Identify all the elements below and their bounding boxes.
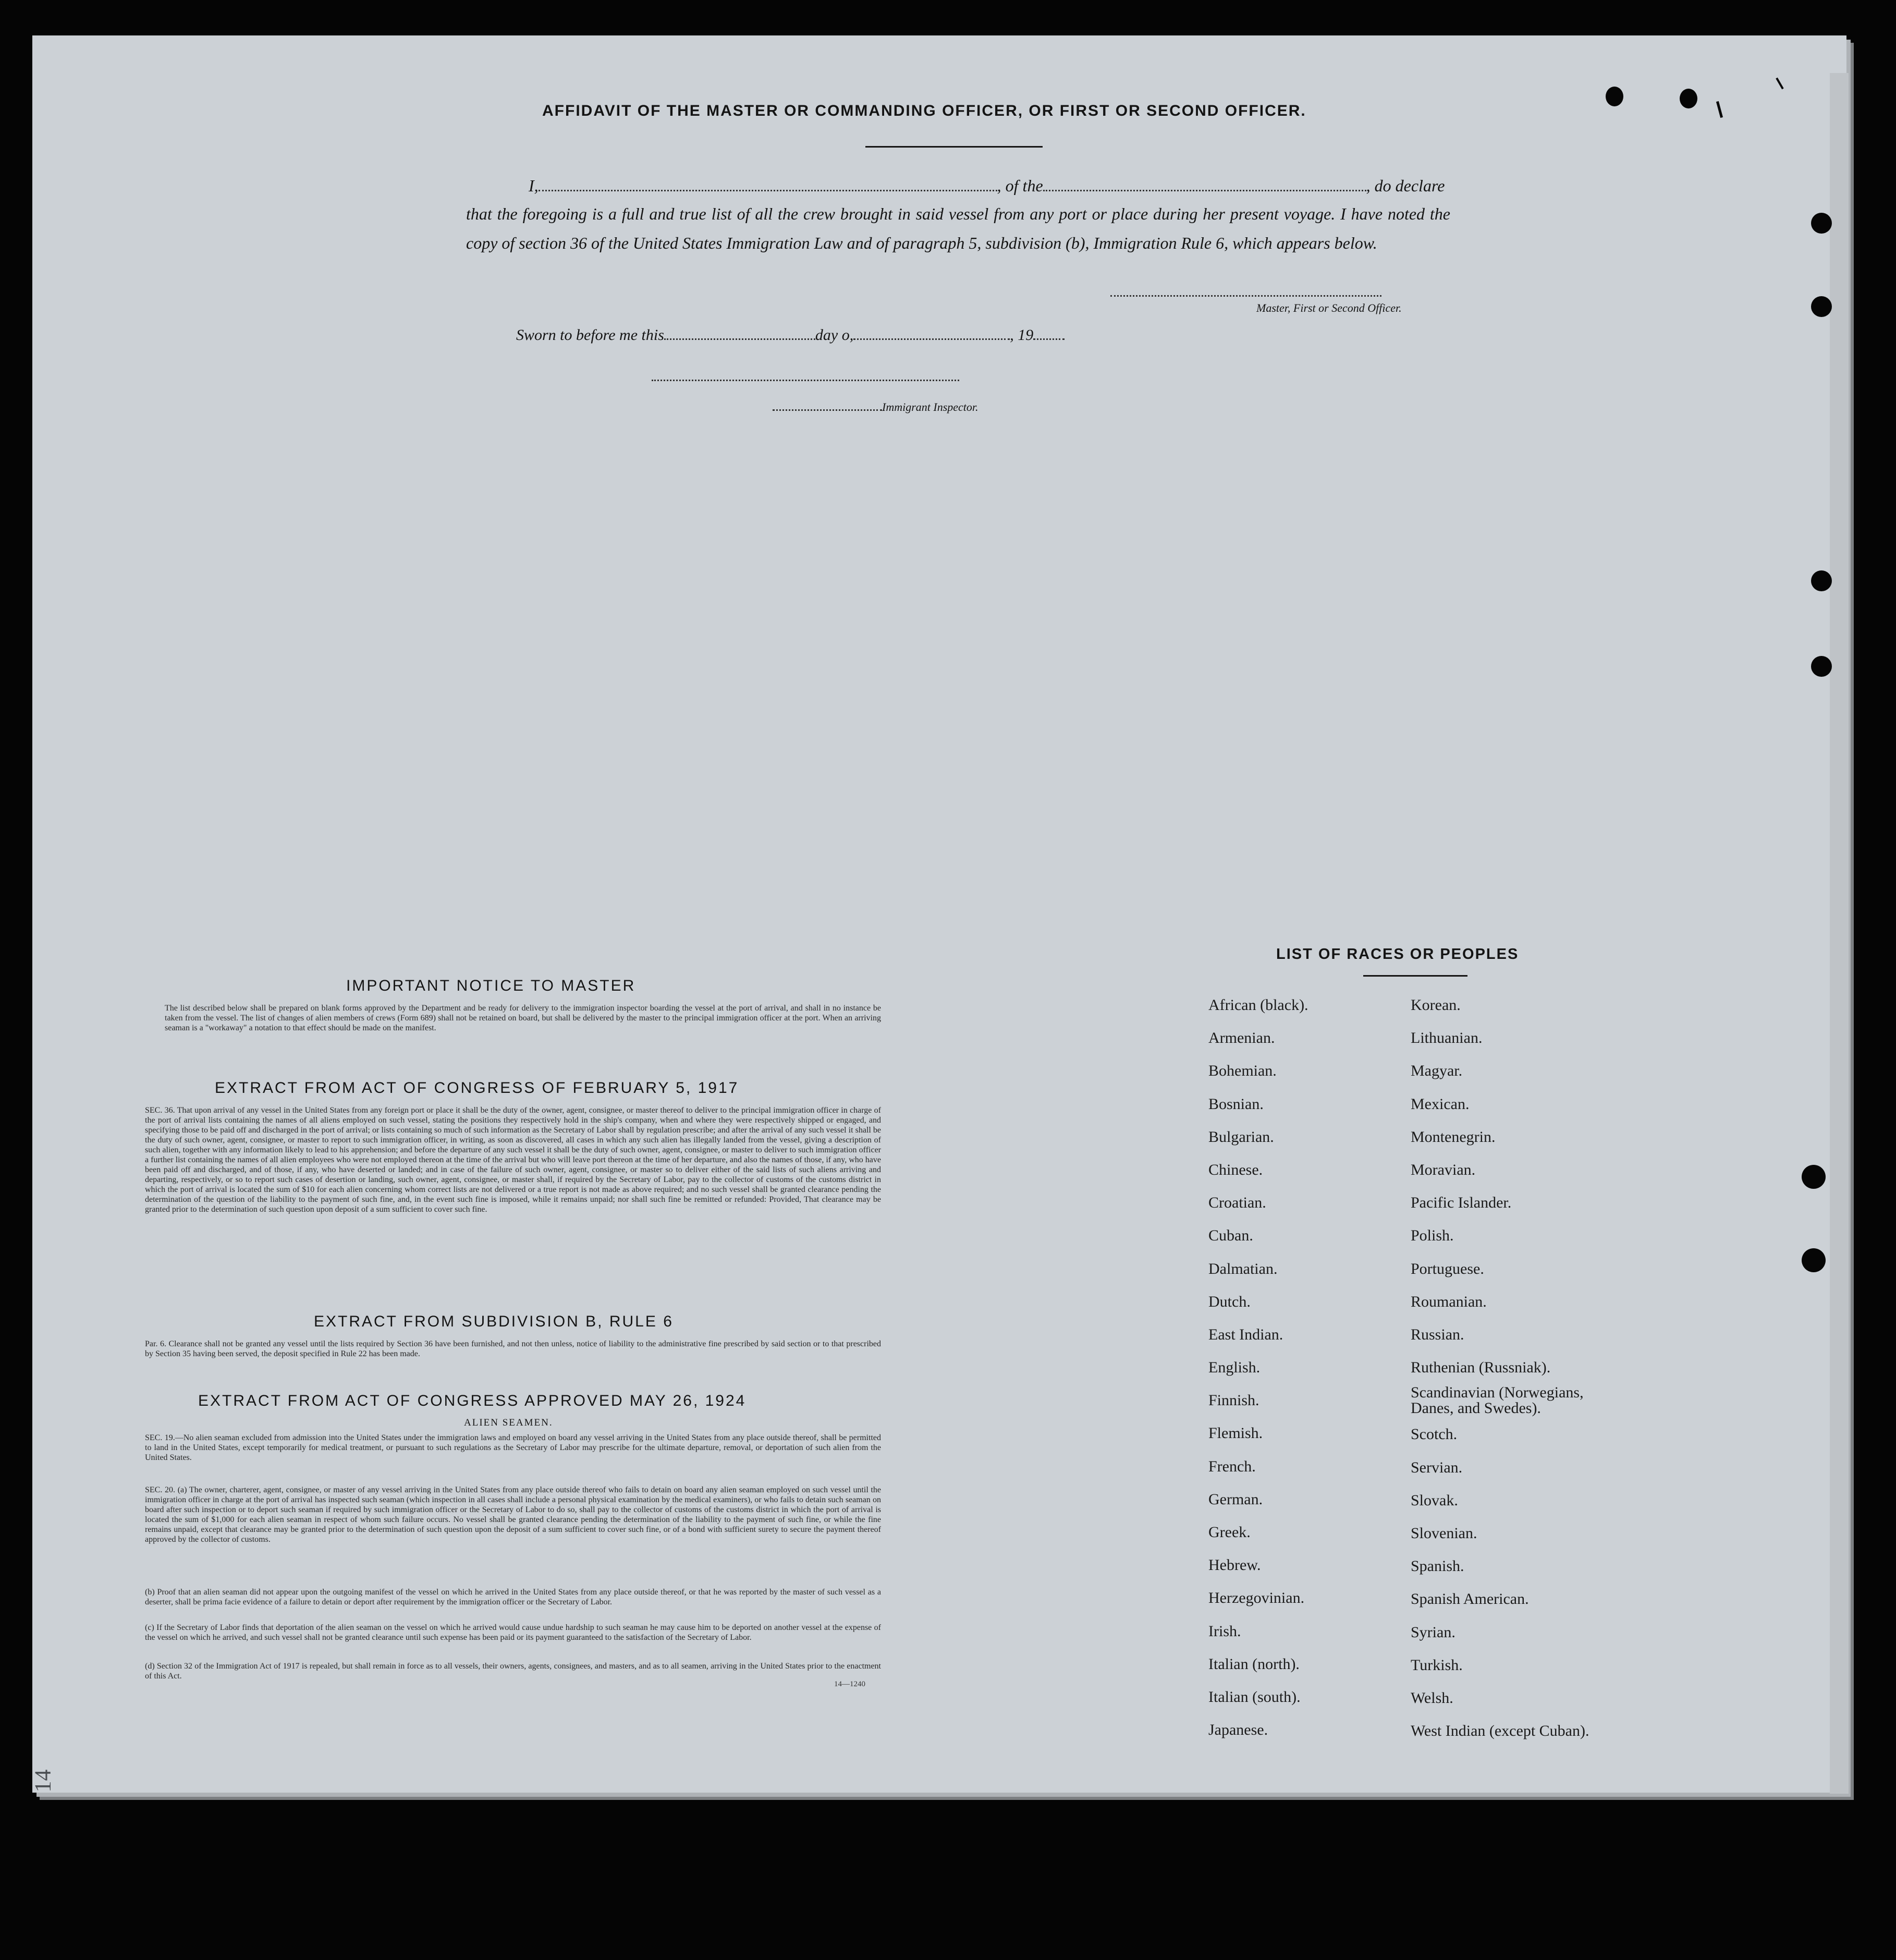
sworn-start: Sworn to before me this bbox=[516, 326, 664, 344]
extract-1924-sec20c: (c) If the Secretary of Labor finds that deportation of the alien seaman on the vessel on which he arrived would cause undue hardship to such seaman he may cause him to be deported on another vessel at the expense of the vessel on which he arrived, and such vessel shall not be granted clearance until such expense has been paid or its payment guaranteed to the satisfaction of the Secretary of Labor. bbox=[145, 1623, 881, 1642]
race-item: Cuban. bbox=[1208, 1227, 1253, 1245]
race-item: African (black). bbox=[1208, 996, 1308, 1014]
extract-1917-text: SEC. 36. That upon arrival of any vessel in the United States from any foreign port or place it shall be the duty of the owner, agent, consignee, or master thereof to deliver to the principal immigration officer in charge of the port of arrival lists containing the names of all aliens employed on such vessel, stating the positions they respectively hold in the ship's company, when and where they were respectively shipped or engaged, and specifying those to be paid off and discharged in the port of arrival; or lists containing so much of such information as the Secretary of Labor shall by regulation prescribe; and after the arrival of any such vessel it shall be the duty of such owner, agent, consignee, or master to report to such immigration officer, in writing, as soon as discovered, all cases in which any such alien has illegally landed from the vessel, giving a description of such alien, together with any information likely to lead to his apprehension; and before the departure of any such vessel it shall be the duty of such owner, agent, consignee, or master to deliver to such immigration officer a further list containing the names of all alien employees who were not employed thereon at the time of the arrival but who will leave port thereon at the time of her departure, and also the names of those, if any, who have been paid off and discharged, and of those, if any, who have deserted or landed; and in case of the failure of such owner, agent, consignee, or master so to deliver either of the said lists of such aliens arriving and departing, respectively, or so to report such cases of desertion or landing, such owner, agent, consignee, or master shall, if required by the Secretary of Labor, pay to the collector of customs of the customs district in which the port of arrival is located the sum of $10 for each alien concerning whom correct lists are not delivered or a true report is not made as above required; and no such vessel shall be granted clearance pending the determination of the question of the liability to the payment of such fine, and, in the event such fine is imposed, while it remains unpaid; nor shall such fine be remitted or refunded: Provided, That clearance may be granted prior to the determination of such question upon deposit of a sum sufficient to cover such fine. bbox=[145, 1106, 881, 1214]
race-item: Slovenian. bbox=[1411, 1525, 1477, 1542]
race-item: German. bbox=[1208, 1490, 1263, 1508]
race-item: Japanese. bbox=[1208, 1721, 1268, 1739]
extract-1924-subheading: ALIEN SEAMEN. bbox=[464, 1417, 553, 1428]
race-item: Mexican. bbox=[1411, 1095, 1470, 1113]
race-item: Pacific Islander. bbox=[1411, 1194, 1512, 1212]
extract-1924-sec20a: SEC. 20. (a) The owner, charterer, agent, consignee, or master of any vessel arriving in the United States from any place outside thereof who fails to detain on board any alien seaman employed on such vessel until the immigration officer in charge at the port of arrival has inspected such seaman (which inspection in all cases shall include a personal physical examination by the medical examiners), or who fails to detain such seaman on board after such inspection or to deport such seaman if required by such immigration officer or the Secretary of Labor to do so, shall pay to the collector of customs of the customs district in which the port of arrival is located the sum of $1,000 for each alien seaman in respect of whom such failure occurs. No vessel shall be granted clearance pending the determination of the liability to the payment of such fine, or while the fine remains unpaid, except that clearance may be granted prior to the determination of such question upon the deposit of a sum sufficient to cover such fine, or of a bond with sufficient surety to secure the payment thereof approved by the collector of customs. bbox=[145, 1486, 881, 1544]
race-item: French. bbox=[1208, 1457, 1256, 1475]
race-item: Scandinavian (Norwegians, Danes, and Swedes). bbox=[1411, 1384, 1584, 1417]
year-blank[interactable] bbox=[1033, 338, 1065, 340]
race-item: Portuguese. bbox=[1411, 1260, 1484, 1277]
punch-hole bbox=[1811, 656, 1832, 677]
race-item: West Indian (except Cuban). bbox=[1411, 1722, 1589, 1740]
extract-rule6-heading: EXTRACT FROM SUBDIVISION B, RULE 6 bbox=[314, 1313, 674, 1330]
race-item: Polish. bbox=[1411, 1227, 1454, 1245]
race-item: Bulgarian. bbox=[1208, 1128, 1274, 1146]
race-item: Dutch. bbox=[1208, 1293, 1251, 1310]
race-item: Spanish American. bbox=[1411, 1590, 1529, 1608]
sworn-year: , 19 bbox=[1010, 326, 1034, 344]
extract-1924-sec20d: (d) Section 32 of the Immigration Act of 1917 is repealed, but shall remain in force as to all vessels, their owners, agents, consignees, and masters, and as to all seamen, arriving in the United States prior to the enactment of this Act. bbox=[145, 1662, 881, 1681]
race-item: Magyar. bbox=[1411, 1062, 1463, 1080]
inspector-blank[interactable] bbox=[652, 380, 959, 381]
inspector-label-text: Immigrant Inspector. bbox=[882, 400, 978, 413]
race-item: Italian (north). bbox=[1208, 1655, 1300, 1673]
name-blank[interactable] bbox=[539, 190, 997, 191]
margin-number: 14 bbox=[30, 1769, 56, 1793]
extract-rule6-text: Par. 6. Clearance shall not be granted any vessel until the lists required by Section 36 have been furnished, and not then unless, notice of liability to the administrative fine prescribed by said section or to that prescribed by Section 35 having been served, the deposit specified in Rule 22 has been made. bbox=[145, 1340, 881, 1358]
punch-hole bbox=[1680, 89, 1697, 108]
inspector-dots bbox=[773, 409, 882, 411]
races-column-2 bbox=[1411, 989, 1609, 1747]
race-item: Irish. bbox=[1208, 1622, 1241, 1640]
race-item: Montenegrin. bbox=[1411, 1128, 1496, 1146]
notice-heading: IMPORTANT NOTICE TO MASTER bbox=[346, 977, 636, 994]
race-item: Italian (south). bbox=[1208, 1688, 1301, 1706]
race-item: Greek. bbox=[1208, 1524, 1251, 1541]
page-edge bbox=[1830, 73, 1849, 1794]
punch-hole bbox=[1802, 1248, 1826, 1272]
title-rule bbox=[865, 146, 1043, 148]
race-item: Welsh. bbox=[1411, 1689, 1453, 1707]
race-item: Russian. bbox=[1411, 1325, 1464, 1343]
form-number: 14—1240 bbox=[834, 1680, 865, 1688]
day-blank[interactable] bbox=[664, 338, 815, 340]
extract-1917-heading: EXTRACT FROM ACT OF CONGRESS OF FEBRUARY 5, 1917 bbox=[215, 1079, 739, 1097]
race-item: Dalmatian. bbox=[1208, 1260, 1278, 1277]
race-item: Spanish. bbox=[1411, 1557, 1464, 1575]
race-item: Moravian. bbox=[1411, 1161, 1476, 1178]
affidavit-title: AFFIDAVIT OF THE MASTER OR COMMANDING OFFICER, OR FIRST OR SECOND OFFICER. bbox=[542, 102, 1306, 119]
extract-1924-sec20b: (b) Proof that an alien seaman did not appear upon the outgoing manifest of the vessel on which he arrived in the United States from any place outside thereof, or that he was reported by the master of such vessel as a deserter, shall be prima facie evidence of a failure to detain or deport after requirement by the immigration officer or the Secretary of Labor. bbox=[145, 1588, 881, 1606]
race-item: Chinese. bbox=[1208, 1161, 1263, 1178]
declaration-end: , do declare bbox=[1366, 176, 1445, 195]
punch-hole bbox=[1802, 1165, 1826, 1189]
inspector-label bbox=[773, 400, 978, 414]
declaration-start: I, bbox=[529, 176, 539, 195]
race-item: Scotch. bbox=[1411, 1426, 1458, 1443]
month-blank[interactable] bbox=[853, 338, 1010, 340]
race-item: Korean. bbox=[1411, 996, 1461, 1014]
notice-text: The list described below shall be prepared on blank forms approved by the Department and be ready for delivery to the immigration inspector boarding the vessel at the port of arrival, and shall in no instance be taken from the vessel. The list of changes of alien members of crews (Form 689) shall not be retained on board, but shall be delivered by the master to the principal immigration officer at the port. When an arriving seaman is a "workaway" a notation to that effect should be made on the manifest. bbox=[165, 1004, 881, 1032]
extract-1924-heading: EXTRACT FROM ACT OF CONGRESS APPROVED MAY 26, 1924 bbox=[198, 1392, 747, 1409]
races-title: LIST OF RACES OR PEOPLES bbox=[1276, 946, 1519, 963]
race-item: East Indian. bbox=[1208, 1325, 1283, 1343]
race-item: Herzegovinian. bbox=[1208, 1589, 1305, 1607]
race-item: Syrian. bbox=[1411, 1623, 1455, 1641]
punch-hole bbox=[1811, 213, 1832, 234]
race-item: Bosnian. bbox=[1208, 1095, 1264, 1113]
race-item: Roumanian. bbox=[1411, 1293, 1487, 1310]
declaration-line bbox=[529, 176, 1445, 196]
race-item: Flemish. bbox=[1208, 1425, 1263, 1442]
race-item: Lithuanian. bbox=[1411, 1029, 1483, 1047]
punch-hole bbox=[1606, 87, 1623, 106]
sworn-day: day o, bbox=[815, 326, 854, 344]
race-item: Servian. bbox=[1411, 1458, 1463, 1476]
race-item: Slovak. bbox=[1411, 1491, 1458, 1509]
declaration-text: that the foregoing is a full and true list of all the crew brought in said vessel from any port or place during her present voyage. I have noted the copy of section 36 of the United States Immigration Law and of paragraph 5, subdivision (b), Immigration Rule 6, which appears below. bbox=[466, 204, 1450, 252]
signature-label: Master, First or Second Officer. bbox=[1256, 301, 1402, 314]
extract-1924-sec19: SEC. 19.—No alien seaman excluded from admission into the United States under the immigration laws and employed on board any vessel arriving in the United States from any place outside thereof, shall be permitted to land in the United States, except temporarily for medical treatment, or pursuant to such regulations as the Secretary of Labor may prescribe for the ultimate departure, removal, or deportation of such alien from the United States. bbox=[145, 1433, 881, 1462]
races-column-1 bbox=[1208, 989, 1308, 1746]
race-item: Armenian. bbox=[1208, 1029, 1275, 1047]
race-item: English. bbox=[1208, 1359, 1261, 1377]
sworn-line bbox=[516, 326, 1065, 344]
race-item: Bohemian. bbox=[1208, 1062, 1277, 1080]
declaration-mid: , of the bbox=[997, 176, 1043, 195]
punch-hole bbox=[1811, 296, 1832, 317]
race-item: Hebrew. bbox=[1208, 1556, 1261, 1574]
race-item: Finnish. bbox=[1208, 1392, 1259, 1409]
race-item: Croatian. bbox=[1208, 1194, 1266, 1212]
signature-blank[interactable] bbox=[1110, 295, 1381, 297]
race-item: Ruthenian (Russniak). bbox=[1411, 1359, 1551, 1377]
punch-hole bbox=[1811, 570, 1832, 591]
vessel-blank[interactable] bbox=[1043, 190, 1366, 191]
races-rule bbox=[1363, 975, 1467, 977]
race-item: Turkish. bbox=[1411, 1656, 1463, 1674]
